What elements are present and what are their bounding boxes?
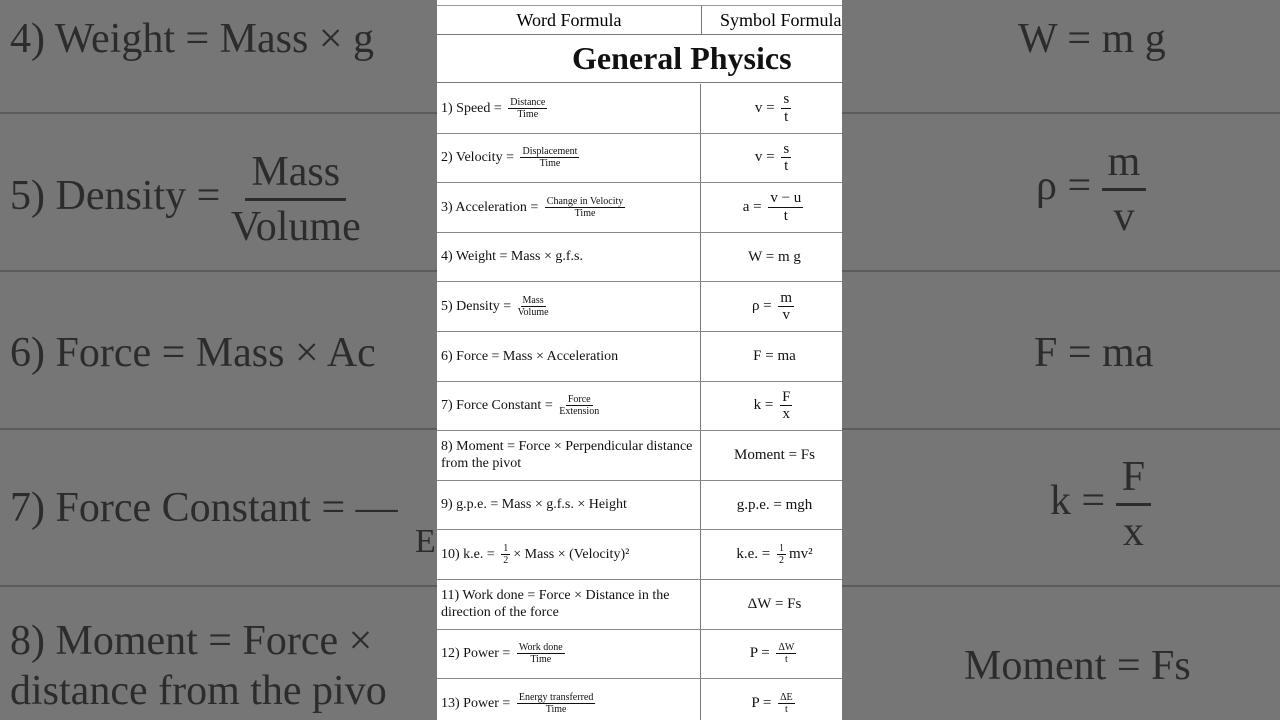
formula-text: k = xyxy=(753,397,774,414)
divider xyxy=(0,585,437,587)
symbol-formula-cell xyxy=(701,431,842,480)
bg-k-fraction xyxy=(1116,455,1151,554)
formula-text: P = xyxy=(749,645,770,662)
numerator: s xyxy=(783,140,790,157)
bg-moment-line2: distance from the pivo xyxy=(10,668,387,714)
denominator: Volume xyxy=(517,307,549,319)
divider xyxy=(842,270,1280,272)
word-formula-cell xyxy=(437,481,701,530)
table-row xyxy=(437,530,842,580)
denominator: x xyxy=(782,406,790,423)
fraction xyxy=(778,290,794,324)
denominator: Time xyxy=(517,108,539,120)
fraction xyxy=(517,642,565,665)
fraction xyxy=(778,692,795,715)
table-header xyxy=(437,5,842,35)
table-row xyxy=(437,580,842,630)
denominator: Time xyxy=(574,207,596,219)
formula-text: g.p.e. = mgh xyxy=(736,496,813,513)
formula-text: 12) Power = xyxy=(441,646,511,662)
numerator: Energy transferred xyxy=(518,691,594,703)
table-row xyxy=(437,84,842,134)
table-row xyxy=(437,332,842,382)
table-row xyxy=(437,431,842,481)
formula-text: 10) k.e. = xyxy=(441,546,495,562)
fraction xyxy=(518,295,549,318)
word-formula-cell xyxy=(437,134,701,183)
fraction xyxy=(508,97,547,120)
numerator: m xyxy=(1102,140,1147,191)
word-formula-cell xyxy=(437,84,701,133)
word-formula-cell xyxy=(437,431,701,480)
divider xyxy=(0,112,437,114)
numerator: F xyxy=(782,388,791,405)
numerator: Mass xyxy=(522,295,544,307)
symbol-formula-cell xyxy=(701,679,842,720)
symbol-formula-cell xyxy=(701,530,842,579)
formula-text: 2) Velocity = xyxy=(441,150,514,166)
bg-density-symbol-fraction xyxy=(1102,140,1147,239)
symbol-formula-cell xyxy=(701,382,842,431)
bg-density-fraction xyxy=(231,150,361,249)
word-formula-cell xyxy=(437,233,701,282)
numerator: Mass xyxy=(245,150,346,201)
formula-text: 5) Density = xyxy=(441,298,512,314)
numerator: Distance xyxy=(510,96,546,108)
denominator: t xyxy=(783,207,788,224)
divider xyxy=(842,112,1280,114)
symbol-formula-cell xyxy=(701,580,842,629)
bg-force-constant-den: E xyxy=(415,523,436,560)
table-row xyxy=(437,630,842,680)
symbol-formula-cell xyxy=(701,84,842,133)
symbol-formula-cell xyxy=(701,481,842,530)
numerator: ΔW xyxy=(778,642,795,654)
formula-text: Moment = Fs xyxy=(734,446,815,463)
bg-force-constant-text: 7) Force Constant = — xyxy=(10,485,398,531)
table-row xyxy=(437,679,842,720)
symbol-formula-cell xyxy=(701,630,842,679)
word-formula-cell xyxy=(437,382,701,431)
bg-k-label: k = xyxy=(1050,478,1106,525)
numerator: Displacement xyxy=(522,146,578,158)
blurred-background-left xyxy=(0,0,437,720)
fraction xyxy=(768,190,803,224)
denominator: v xyxy=(1113,194,1135,241)
formula-text: 1) Speed = xyxy=(441,100,502,116)
bg-density-label: 5) Density = xyxy=(10,173,221,220)
formula-text: a = xyxy=(742,198,762,215)
formula-text: 11) Work done = Force × Distance in the direction of the force xyxy=(441,587,670,621)
bg-weight-symbol: W = m g xyxy=(1018,16,1166,62)
formula-text: 13) Power = xyxy=(441,695,511,711)
denominator: v xyxy=(782,307,790,324)
denominator: t xyxy=(784,654,788,666)
divider xyxy=(0,428,437,430)
denominator: Volume xyxy=(230,204,361,251)
header-symbol-formula: Symbol Formula xyxy=(720,9,842,30)
numerator: Change in Velocity xyxy=(546,195,624,207)
word-formula-cell xyxy=(437,580,701,629)
denominator: x xyxy=(1122,509,1144,556)
page-title: General Physics xyxy=(437,34,842,83)
table-row xyxy=(437,183,842,233)
fraction xyxy=(520,146,579,169)
fraction xyxy=(781,91,791,125)
numerator: ΔE xyxy=(780,691,793,703)
formula-text: 4) Weight = Mass × g.f.s. xyxy=(441,249,583,265)
word-formula-cell xyxy=(437,282,701,331)
symbol-formula-cell xyxy=(701,282,842,331)
fraction xyxy=(776,642,796,665)
blurred-background-right xyxy=(842,0,1280,720)
denominator: Time xyxy=(539,158,561,170)
word-formula-cell xyxy=(437,630,701,679)
formula-text: v = xyxy=(754,99,775,116)
numerator: m xyxy=(780,289,793,306)
symbol-formula-cell xyxy=(701,134,842,183)
numerator: Force xyxy=(567,394,591,406)
formula-text: P = xyxy=(751,694,772,711)
numerator: 1 xyxy=(778,543,784,555)
divider xyxy=(842,428,1280,430)
fraction xyxy=(780,389,792,423)
symbol-formula-cell xyxy=(701,183,842,232)
word-formula-cell xyxy=(437,332,701,381)
bg-density-text xyxy=(10,150,361,249)
fraction xyxy=(559,394,599,417)
divider xyxy=(842,585,1280,587)
formula-text: 3) Acceleration = xyxy=(441,199,539,215)
table-row xyxy=(437,481,842,531)
formula-suffix: mv² xyxy=(788,546,813,563)
fraction xyxy=(781,141,791,175)
bg-force-text: 6) Force = Mass × Ac xyxy=(10,330,376,376)
denominator: t xyxy=(784,158,789,175)
formula-suffix: × Mass × (Velocity)² xyxy=(513,546,630,562)
formula-text: 9) g.p.e. = Mass × g.f.s. × Height xyxy=(441,497,627,513)
denominator: Time xyxy=(545,703,567,715)
denominator: 2 xyxy=(503,555,509,567)
denominator: t xyxy=(784,108,789,125)
denominator: 2 xyxy=(778,555,784,567)
bg-k-symbol xyxy=(1050,455,1151,554)
formula-text: 8) Moment = Force × Perpendicular distance from the pivot xyxy=(441,438,693,472)
word-formula-cell xyxy=(437,530,701,579)
bg-density-symbol-label: ρ = xyxy=(1036,163,1092,210)
bg-weight-text: 4) Weight = Mass × g xyxy=(10,16,375,62)
fraction xyxy=(517,692,596,715)
numerator: 1 xyxy=(503,543,509,555)
divider xyxy=(0,270,437,272)
denominator: t xyxy=(784,703,788,715)
formula-text: ρ = xyxy=(751,298,772,315)
word-formula-cell xyxy=(437,679,701,720)
fraction xyxy=(777,543,786,566)
bg-force-symbol: F = ma xyxy=(1034,330,1154,376)
formula-text: v = xyxy=(754,149,775,166)
table-row xyxy=(437,134,842,184)
symbol-formula-cell xyxy=(701,233,842,282)
table-row xyxy=(437,233,842,283)
bg-moment-symbol: Moment = Fs xyxy=(964,643,1191,689)
header-word-formula: Word Formula xyxy=(437,6,702,34)
fraction xyxy=(501,543,510,566)
denominator: Extension xyxy=(559,406,600,418)
fraction xyxy=(545,196,625,219)
numerator: v − u xyxy=(770,190,802,207)
numerator: F xyxy=(1116,455,1151,506)
denominator: Time xyxy=(530,654,552,666)
formula-text: 7) Force Constant = xyxy=(441,398,553,414)
word-formula-cell xyxy=(437,183,701,232)
bg-density-symbol xyxy=(1036,140,1146,239)
formula-text: 6) Force = Mass × Acceleration xyxy=(441,348,619,364)
bg-moment-line1: 8) Moment = Force × xyxy=(10,618,373,664)
numerator: Work done xyxy=(518,642,563,654)
formula-sheet xyxy=(437,0,842,720)
formula-text: k.e. = xyxy=(736,546,771,563)
formula-text: ΔW = Fs xyxy=(747,595,802,612)
formula-table xyxy=(437,84,842,720)
table-row xyxy=(437,382,842,432)
table-row xyxy=(437,282,842,332)
formula-text: W = m g xyxy=(748,248,801,265)
formula-text: F = ma xyxy=(753,347,796,364)
numerator: s xyxy=(783,91,790,108)
symbol-formula-cell xyxy=(701,332,842,381)
